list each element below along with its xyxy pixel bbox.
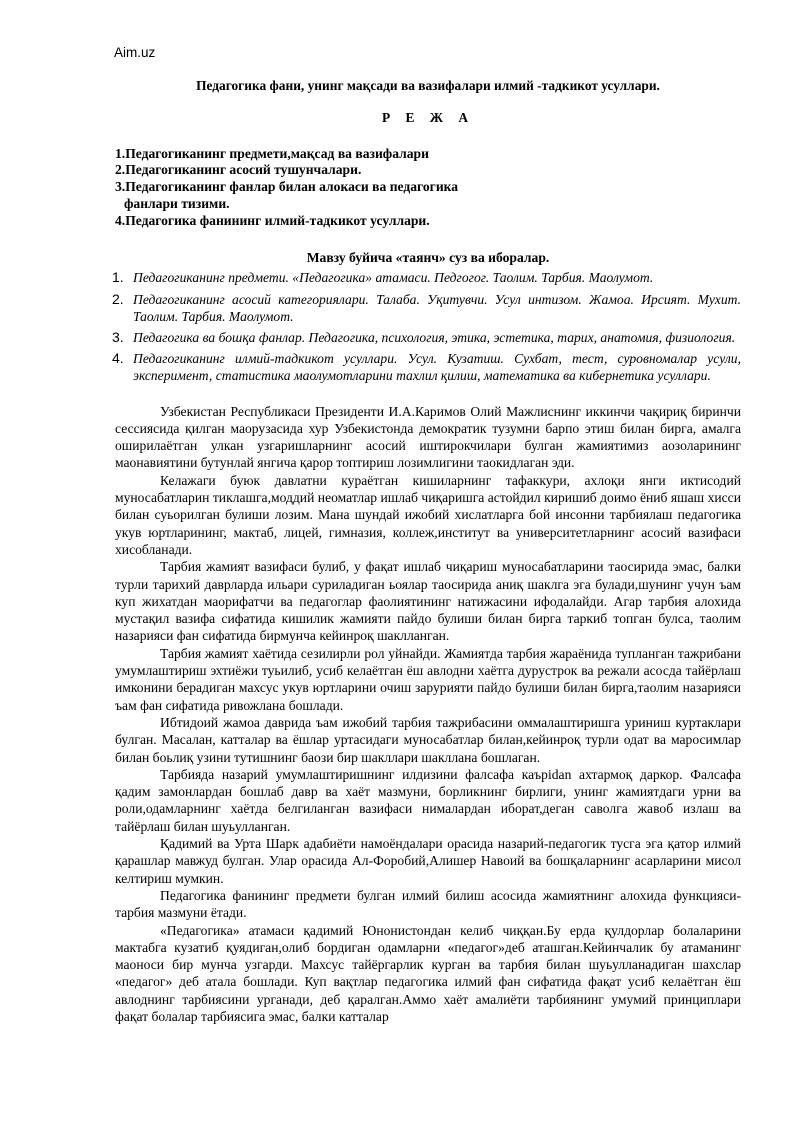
site-name: Aim.uz <box>114 45 156 60</box>
body-paragraph: Узбекистан Республикаси Президенти И.А.Каримов Олий Мажлиснинг иккинчи чақириқ биринчи сессиясида қилган маорузасида хур Узбекистонда демократик тузумни барпо этиш билан бирга, амалга оширилаётган улкан узгаришларнинг асосий иштирокчилари булган жамиятимиз аозоларининг маонавиятини бутунлай янгича қарор топтириш лозимлигини таокидлаган эди. <box>115 403 741 471</box>
keyword-text: Педагогиканинг илмий-тадкикот усуллари. Усул. Кузатиш. Сухбат, тест, суровномалар усули, эксперимент, статистика маолумотларини тахлил қилиш, математика ва кибернетика усуллари. <box>133 351 741 384</box>
plan-item: 4.Педагогика фанининг илмий-тадкикот усуллари. <box>115 212 430 228</box>
keyword-number: 4. <box>112 350 124 367</box>
body-paragraph: Келажаги буюк давлатни кураётган кишиларнинг тафаккури, ахлоқи янги иктисодий муносабатларин тиклашга,моддий неоматлар ишлаб чиқаришга астойдил киришиб доимо ёниб яшаш хисси билан суьорилган булиши лозим. Мана шундай ижобий хислатларга бой инсонни тарбиялаш педагогика укув юртларининг, мактаб, лицей, гимназия, коллеж,институт ва университетларнинг асосий вазифаси хисобланади. <box>115 472 741 557</box>
keyword-item <box>112 328 741 346</box>
keywords-list <box>112 269 741 384</box>
plan-list <box>115 146 741 230</box>
body-paragraph: «Педагогика» атамаси қадимий Юнонистондан келиб чиққан.Бу ерда қулдорлар болаларини мактабга кузатиб қуядиган,олиб бордиган одамларни «педагог»деб аташган.Кейинчалик бу атаманинг маоноси бир мунча узгарди. Махсус тайёргарлик курган ва тарбия билан шуьулланадиган шахслар «педагог» деб атала бошлади. Куп вақтлар педагогика илмий фан сифатида фақат усиб келаётган ёш авлоднинг тарбиясини урганади, деб қаралган.Аммо хаёт амалиёти тарбиянинг умумий принциплари фақат болалар тарбиясига эмас, балки катталар <box>115 922 741 1024</box>
keyword-number: 2. <box>112 290 124 307</box>
plan-item: 1.Педагогиканинг предмети,мақсад ва вазифалари <box>115 145 429 161</box>
keywords-heading: Мавзу буйича «таянч» суз ва иборалар. <box>306 249 550 265</box>
document-body <box>112 78 741 1025</box>
document-title: Педагогика фани, унинг мақсади ва вазифалари илмий -тадкикот усуллари. <box>196 78 660 93</box>
plan-heading: Р Е Ж А <box>381 109 475 125</box>
keyword-text: Педагогиканинг предмети. «Педагогика» атамаси. Педгогог. Таолим. Тарбия. Маолумот. <box>133 270 654 286</box>
keyword-item <box>112 350 741 384</box>
body-paragraph: Тарбия жамият хаётида сезилирли рол уйнайди. Жамиятда тарбия жараёнида тупланган тажрибани умумлаштириш эхтиёжи туьилиб, усиб келаётган ёш авлодни хаётга дуруcтрок ва режали асосда тайёрлаш имконини берадиган махсус укув юртларини очиш зарурияти пайдо булиши билан бирга,таолим назарияси ъам фан сифатида ривожлана бошлади. <box>115 645 741 713</box>
keyword-text: Педагогиканинг асосий категориялари. Талаба. Уқитувчи. Усул интизом. Жамоа. Ирсият. Мухит. Таолим. Тарбия. Маолумот. <box>133 291 741 324</box>
keyword-item <box>112 290 741 325</box>
body-paragraph: Ибтидоий жамоа даврида ъам ижобий тарбия тажрибасини оммалаштиришга уриниш куртаклари булган. Масалан, катталар ва ёшлар уртасидаги муносабатлар билан,кейинроқ турли одат ва маросимлар билан боьлиқ узини тутишнинг баози бир шакллари шакллана бошлаган. <box>115 714 741 765</box>
body-paragraph: Тарбияда назарий умумлаштиришнинг илдизини фалсафа каърidan ахтармоқ даркор. Фалсафа қадим замонлардан бошлаб давр ва хаёт мазмуни, борликнинг бирлиги, унинг жамиятдаги урни ва роли,одамларнинг хаётда белгиланган вазифаси нималардан иборат,деган саволга жавоб излаш ва тайёрлаш билан шуьулланган. <box>115 766 741 834</box>
plan-item: фанлари тизими. <box>124 195 230 211</box>
keyword-item <box>112 269 741 286</box>
plan-item: 3.Педагогиканинг фанлар билан алокаси ва педагогика <box>115 179 459 195</box>
body-paragraph: Қадимий ва Урта Шарк адабиёти намоёндалари орасида назарий-педагогик тусга эга қатор илмий қарашлар мавжуд булган. Улар орасида Ал-Форобий,Алишер Навоий ва бошқаларнинг асарларини мисол келтириш мумкин. <box>115 836 741 886</box>
plan-item: 2.Педагогиканинг асосий тушунчалари. <box>115 162 362 178</box>
body-paragraph: Тарбия жамият вазифаси булиб, у фақат ишлаб чиқариш муносабатларини таосирида эмас, балки турли тарихий даврларда ильари суриладиган ьоялар таосирида аниқ шаклга эга булади,шунинг учун ъам куп жихатдан маорифатчи ва педагоглар фаолиятининг натижасини ифодалайди. Агар тарбия алохида мустақил вазифа сифатида кишилик жамияти пайдо булиши билан бирга таркиб топган булса, таолим назарияси фан сифатида бирмунча кейинроқ шаклланган. <box>115 559 741 644</box>
keyword-number: 3. <box>112 328 124 345</box>
body-paragraph: Педагогика фанининг предмети булган илмий билиш асосида жамиятнинг алохида функцияси-тарбия мазмуни ётади. <box>115 887 741 921</box>
keyword-text: Педагогика ва бошқа фанлар. Педагогика, психология, этика, эстетика, тарих, анатомия, физиология. <box>133 329 736 345</box>
keyword-number: 1. <box>112 269 124 286</box>
